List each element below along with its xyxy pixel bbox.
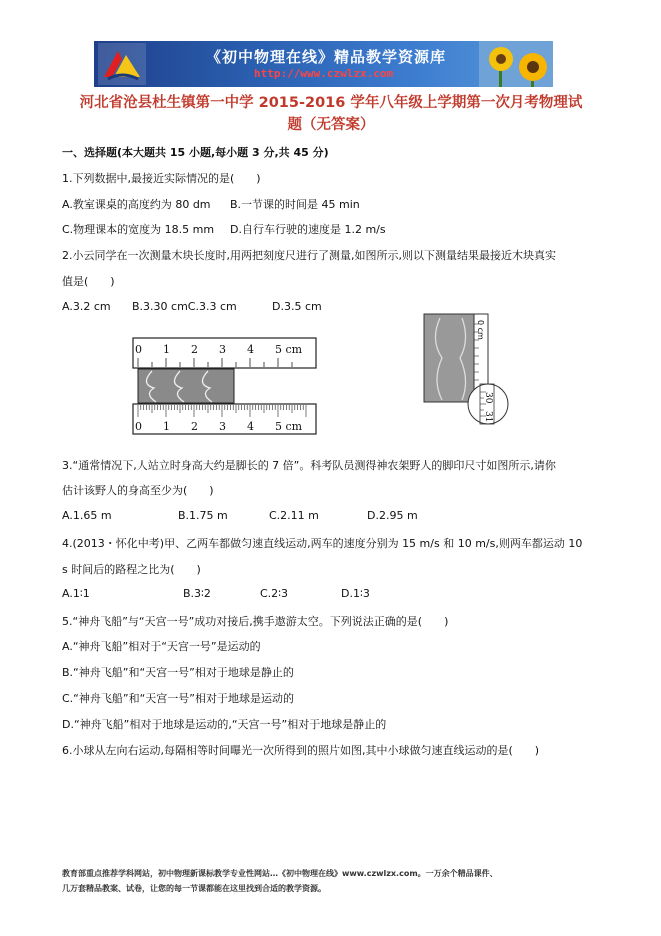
question-4-options: [62, 587, 602, 603]
question-4-option-d: D.1∶3: [341, 587, 370, 600]
sunflower-icon: [479, 41, 553, 87]
question-4-stem-line2: s 时间后的路程之比为( ): [62, 563, 201, 576]
caliper-top-label: 0 cm: [476, 320, 485, 340]
question-5-option-a: A.“神舟飞船”相对于“天宫一号”是运动的: [62, 640, 261, 653]
ruler-top-tick-5: 5 cm: [275, 343, 303, 356]
document-title: [66, 92, 596, 136]
question-2-options: [62, 300, 602, 316]
question-1-option-d: D.自行车行驶的速度是 1.2 m/s: [230, 223, 386, 236]
question-6-stem: 6.小球从左向右运动,每隔相等时间曝光一次所得到的照片如图,其中小球做匀速直线运动的是( ): [62, 744, 540, 757]
footer-line2: 几万套精品教案、试卷，让您的每一节课都能在这里找到合适的教学资源。: [62, 884, 326, 893]
question-3-option-a: A.1.65 m: [62, 509, 112, 522]
document-title-line1: 河北省沧县杜生镇第一中学 2015-2016 学年八年级上学期第一次月考物理试: [79, 95, 583, 111]
question-5-option-c: C.“神舟飞船”和“天宫一号”相对于地球是运动的: [62, 692, 294, 705]
question-2-stem-line2: 值是( ): [62, 275, 115, 288]
question-4-option-c: C.2∶3: [260, 587, 289, 600]
ruler-bottom-tick-1: 1: [163, 420, 170, 433]
question-2-option-a: A.3.2 cm: [62, 300, 111, 313]
banner-title: 《初中物理在线》精品教学资源库: [206, 48, 447, 66]
question-1-stem: 1.下列数据中,最接近实际情况的是( ): [62, 172, 261, 185]
question-1-options-row1: [62, 196, 602, 212]
question-2-option-bc: B.3.30 cmC.3.3 cm: [132, 300, 237, 313]
question-1-option-a: A.教室课桌的高度约为 80 dm: [62, 198, 211, 211]
header-banner: [94, 41, 553, 87]
question-4-option-b: B.3∶2: [183, 587, 211, 600]
question-3-option-b: B.1.75 m: [178, 509, 228, 522]
question-1-option-b: B.一节课的时间是 45 min: [230, 198, 360, 211]
question-3-stem-line1: 3.“通常情况下,人站立时身高大约是脚长的 7 倍”。科考队员测得神农架野人的脚印尺寸如图所示,请你: [62, 459, 556, 472]
footer-line1: 教育部重点推荐学科网站，初中物理新课标教学专业性网站…《初中物理在线》www.czwlzx.com。一万余个精品课件、: [62, 869, 498, 878]
ruler-top-tick-1: 1: [163, 343, 170, 356]
question-2-option-d: D.3.5 cm: [272, 300, 322, 313]
question-5-option-d: D.“神舟飞船”相对于地球是运动的,“天宫一号”相对于地球是静止的: [62, 718, 387, 731]
question-3-options: [62, 509, 602, 525]
banner-url[interactable]: http://www.czwlzx.com: [254, 67, 394, 80]
ruler-bottom-tick-5: 5 cm: [275, 420, 303, 433]
question-2-stem-line1: 2.小云同学在一次测量木块长度时,用两把刻度尺进行了测量,如图所示,则以下测量结果最接近木块真实: [62, 249, 556, 262]
ruler-bottom-tick-0: 0: [135, 420, 142, 433]
footprint-measure-figure: [408, 310, 510, 432]
question-5-option-b: B.“神舟飞船”和“天宫一号”相对于地球是静止的: [62, 666, 294, 679]
ruler-bottom-tick-2: 2: [191, 420, 198, 433]
question-3-stem-line2: 估计该野人的身高至少为( ): [62, 484, 214, 497]
question-1-options-row2: [62, 221, 602, 237]
ruler-bottom-tick-3: 3: [219, 420, 226, 433]
ruler-top-tick-3: 3: [219, 343, 226, 356]
section-heading: 一、选择题(本大题共 15 小题,每小题 3 分,共 45 分): [62, 146, 329, 159]
site-logo-icon: [98, 43, 146, 85]
caliper-scale-31: 31: [483, 411, 493, 423]
ruler-figure: [132, 336, 318, 438]
question-3-option-d: D.2.95 m: [367, 509, 418, 522]
question-4-option-a: A.1∶1: [62, 587, 90, 600]
page-footer: [62, 866, 602, 896]
question-1-option-c: C.物理课本的宽度为 18.5 mm: [62, 223, 215, 236]
ruler-top-tick-4: 4: [247, 343, 254, 356]
document-title-line2: 题（无答案）: [287, 117, 375, 133]
question-4-stem-line1: 4.(2013・怀化中考)甲、乙两车都做匀速直线运动,两车的速度分别为 15 m/s 和 10 m/s,则两车都运动 10: [62, 537, 583, 550]
ruler-bottom-tick-4: 4: [247, 420, 254, 433]
ruler-top-tick-0: 0: [135, 343, 142, 356]
caliper-scale-30: 30: [483, 392, 493, 404]
question-3-option-c: C.2.11 m: [269, 509, 319, 522]
ruler-top-tick-2: 2: [191, 343, 198, 356]
question-5-stem: 5.“神舟飞船”与“天宫一号”成功对接后,携手遨游太空。下列说法正确的是( ): [62, 615, 449, 628]
